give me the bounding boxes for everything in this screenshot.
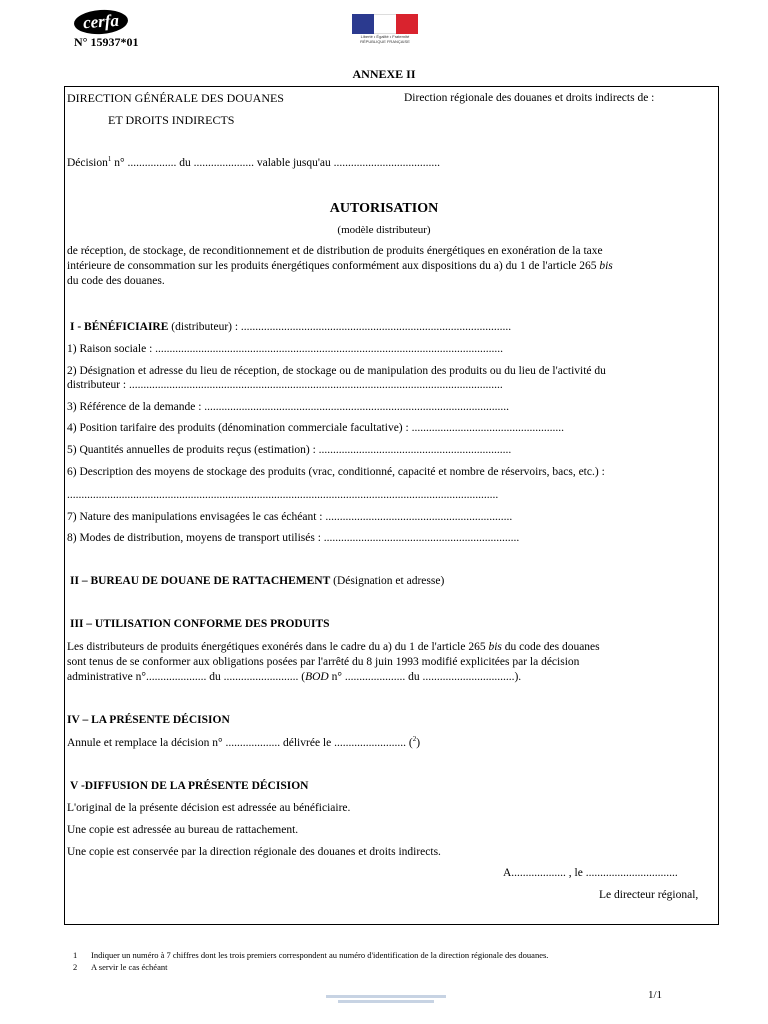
- cerfa-logo: cerfa: [73, 8, 129, 36]
- footnote-ref-2: 2: [412, 735, 417, 744]
- section-1-heading: I - BÉNÉFICIAIRE (distributeur) : ..............................................................................................: [70, 321, 512, 333]
- french-flag-icon: [352, 14, 418, 34]
- intro-line-2: intérieure de consommation sur les produits énergétiques conformément aux dispositions du a) du 1 de l'article 265 bis: [67, 260, 613, 272]
- intro-paragraph: [67, 244, 717, 289]
- page-number: 1/1: [648, 989, 663, 1001]
- republique-francaise-logo: [352, 14, 418, 46]
- footnote-ref-1: 1: [107, 155, 112, 164]
- section-1-item-6: 6) Description des moyens de stockage des produits (vrac, conditionné, capacité et nombre de réservoirs, bacs, etc.) :: [67, 466, 605, 478]
- bottom-watermark-logo: [326, 993, 446, 1007]
- section-1-item-2: 2) Désignation et adresse du lieu de réception, de stockage ou de manipulation des produits ou du lieu de l'activité du: [67, 365, 606, 377]
- document-title: AUTORISATION: [329, 201, 439, 216]
- footnote-2-text: A servir le cas échéant: [91, 962, 168, 972]
- section-2-heading: II – BUREAU DE DOUANE DE RATTACHEMENT (Désignation et adresse): [70, 575, 445, 587]
- place-date-field[interactable]: A................... , le ................................: [503, 867, 678, 879]
- republic-name: RÉPUBLIQUE FRANÇAISE: [360, 39, 410, 44]
- direction-generale-line1: DIRECTION GÉNÉRALE DES DOUANES: [67, 91, 284, 105]
- cerfa-number: N° 15937*01: [74, 35, 139, 49]
- section-1-item-2-cont[interactable]: distributeur : ..................................................................................................................................: [67, 379, 503, 391]
- section-3-line-3[interactable]: administrative n°..................... du .......................... (BOD n° ..................... du ................................).: [67, 671, 522, 683]
- intro-line-3: du code des douanes.: [67, 275, 165, 287]
- section-3-line-1: Les distributeurs de produits énergétiques exonérés dans le cadre du a) du 1 de l'article 265 bis du code des douanes: [67, 641, 600, 653]
- footnote-1-number: 1: [73, 950, 78, 960]
- decision-fields[interactable]: n° ................. du ..................... valable jusqu'au .....................................: [111, 157, 441, 169]
- section-1-item-6-cont[interactable]: ......................................................................................................................................................: [67, 489, 499, 501]
- decision-label: Décision: [67, 157, 108, 169]
- section-1-item-1[interactable]: 1) Raison sociale : .........................................................................................................................: [67, 343, 504, 355]
- section-1-item-4[interactable]: 4) Position tarifaire des produits (dénomination commerciale facultative) : .....................................................: [67, 422, 564, 434]
- section-4-line[interactable]: Annule et remplace la décision n° ................... délivrée le ......................... ($^2$): [67, 735, 421, 749]
- intro-line-1: de réception, de stockage, de reconditionnement et de distribution de produits énergétiques en exonération de la taxe: [67, 245, 603, 257]
- document-subtitle: (modèle distributeur): [337, 224, 431, 236]
- section-1-item-8[interactable]: 8) Modes de distribution, moyens de transport utilisés : ....................................................................: [67, 532, 520, 544]
- section-1-item-7[interactable]: 7) Nature des manipulations envisagées le cas échéant : .................................................................: [67, 511, 513, 523]
- section-3-heading: III – UTILISATION CONFORME DES PRODUITS: [70, 618, 330, 630]
- section-5-heading: V -DIFFUSION DE LA PRÉSENTE DÉCISION: [70, 780, 309, 792]
- section-1-item-5[interactable]: 5) Quantités annuelles de produits reçus (estimation) : ...................................................................: [67, 444, 512, 456]
- direction-generale-line2: ET DROITS INDIRECTS: [108, 113, 235, 127]
- republic-motto: Liberté • Égalité • Fraternité: [360, 34, 410, 39]
- footnote-1-text: Indiquer un numéro à 7 chiffres dont les trois premiers correspondent au numéro d'identification de la direction régionale des douanes.: [91, 950, 549, 960]
- section-5-line-3: Une copie est conservée par la direction régionale des douanes et droits indirects.: [67, 846, 441, 858]
- signature-label: Le directeur régional,: [599, 889, 699, 901]
- section-5-line-2: Une copie est adressée au bureau de rattachement.: [67, 824, 299, 836]
- annexe-title: ANNEXE II: [352, 67, 416, 81]
- footnote-2-number: 2: [73, 962, 78, 972]
- section-4-heading: IV – LA PRÉSENTE DÉCISION: [67, 714, 230, 726]
- section-1-item-3[interactable]: 3) Référence de la demande : ..........................................................................................................: [67, 401, 510, 413]
- direction-regionale-label: Direction régionale des douanes et droits indirects de :: [404, 92, 655, 104]
- section-5-line-1: L'original de la présente décision est adressée au bénéficiaire.: [67, 802, 351, 814]
- section-3-line-2: sont tenus de se conformer aux obligations posées par l'arrêté du 8 juin 1993 modifié explicitées par la décision: [67, 656, 580, 668]
- decision-line: [67, 156, 440, 170]
